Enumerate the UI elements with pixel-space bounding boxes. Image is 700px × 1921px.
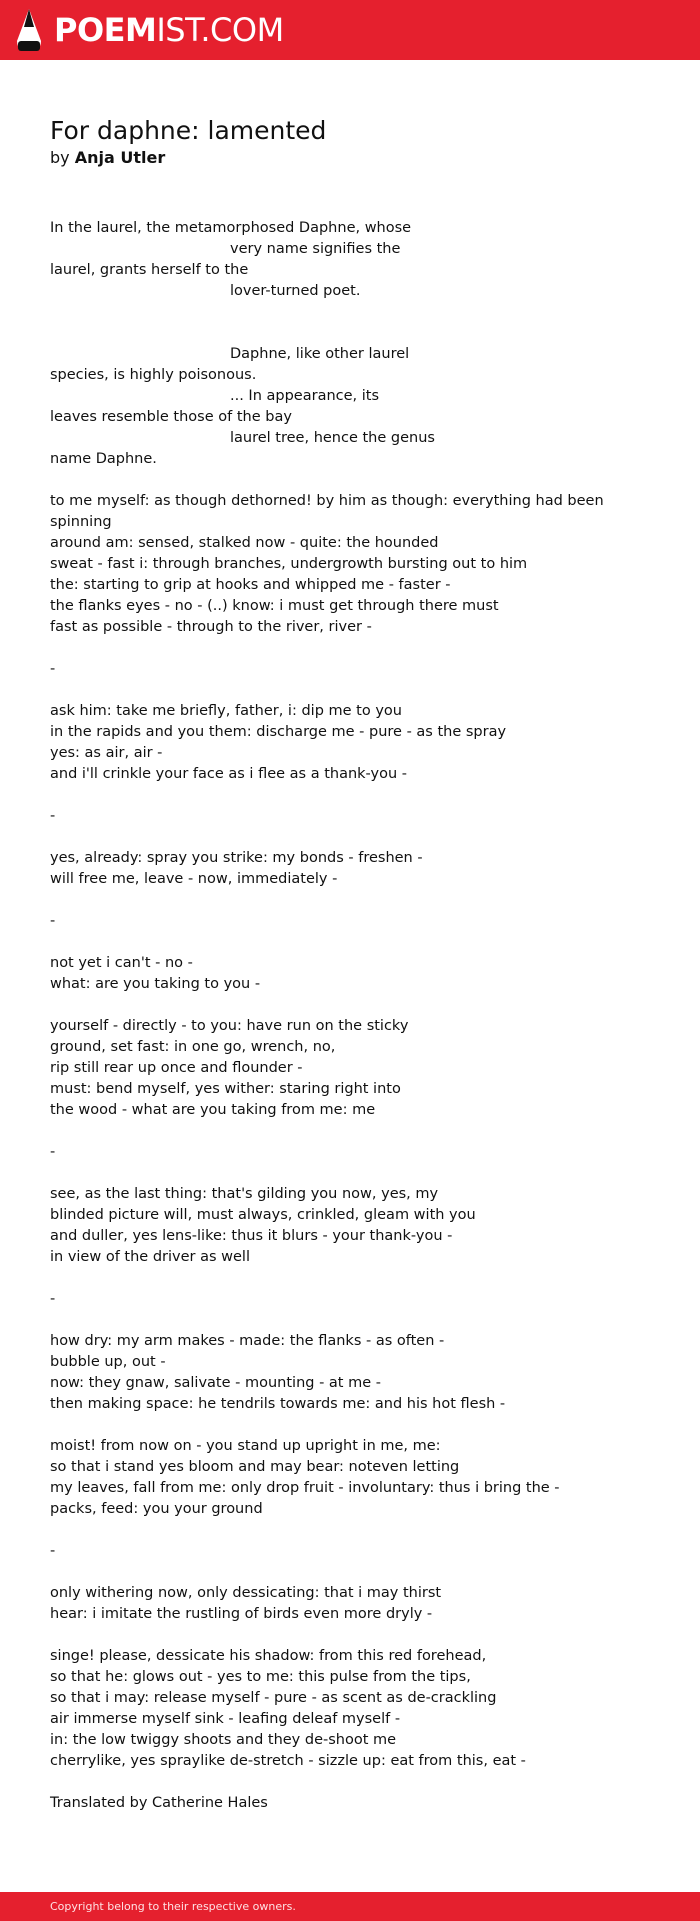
poem-line: sweat - fast i: through branches, undergrowth bursting out to him (50, 556, 528, 572)
poem-line: moist! from now on - you stand up upright in me, me: (50, 1438, 441, 1454)
poem-line: air immerse myself sink - leafing deleaf myself - (50, 1711, 401, 1727)
site-header (0, 0, 700, 60)
poem-line: so that i may: release myself - pure - as scent as de-crackling (50, 1690, 497, 1706)
poem-title: For daphne: lamented (50, 116, 327, 145)
poem-line: species, is highly poisonous. (50, 367, 257, 383)
poem-line: name Daphne. (50, 451, 157, 467)
poem-line: only withering now, only dessicating: that i may thirst (50, 1585, 442, 1601)
stanza-separator: - (50, 913, 56, 929)
poem-line: Daphne, like other laurel (230, 346, 410, 362)
poem-line: to me myself: as though dethorned! by him as though: everything had been (50, 493, 604, 509)
poem-line: the wood - what are you taking from me: me (50, 1102, 376, 1118)
by-label: by (50, 148, 70, 167)
poem-line: blinded picture will, must always, crinkled, gleam with you (50, 1207, 476, 1223)
author-name[interactable]: Anja Utler (74, 148, 166, 167)
site-footer (0, 1892, 700, 1921)
logo-text (54, 11, 284, 49)
poem-line: spinning (50, 514, 112, 530)
byline (50, 147, 650, 169)
poem-line: the: starting to grip at hooks and whipped me - faster - (50, 577, 451, 593)
poem-line: and i'll crinkle your face as i flee as a thank-you - (50, 766, 408, 782)
poem-line: ground, set fast: in one go, wrench, no, (50, 1039, 336, 1055)
stanza-separator: - (50, 808, 56, 824)
site-logo[interactable] (14, 7, 284, 53)
poem-line: packs, feed: you your ground (50, 1501, 263, 1517)
copyright-text: Copyright belong to their respective owners. (50, 1900, 296, 1913)
poem-line: my leaves, fall from me: only drop fruit - involuntary: thus i bring the - (50, 1480, 560, 1496)
stanza-separator: - (50, 661, 56, 677)
poem-line: fast as possible - through to the river, river - (50, 619, 372, 635)
logo-text-light: IST.COM (156, 11, 284, 49)
poem-line: in: the low twiggy shoots and they de-shoot me (50, 1732, 397, 1748)
poem-line: laurel, grants herself to the (50, 262, 249, 278)
poem-line: bubble up, out - (50, 1354, 166, 1370)
poem-line: rip still rear up once and flounder - (50, 1060, 303, 1076)
poem-line: leaves resemble those of the bay (50, 409, 292, 425)
poem-line: In the laurel, the metamorphosed Daphne, whose (50, 220, 412, 236)
poem-line: in view of the driver as well (50, 1249, 250, 1265)
stanza-separator: - (50, 1291, 56, 1307)
poem-line: yes, already: spray you strike: my bonds - freshen - (50, 850, 423, 866)
poem-line: so that i stand yes bloom and may bear: noteven letting (50, 1459, 460, 1475)
poem-line: and duller, yes lens-like: thus it blurs - your thank-you - (50, 1228, 453, 1244)
poem-line: then making space: he tendrils towards me: and his hot flesh - (50, 1396, 506, 1412)
poem-line: see, as the last thing: that's gilding you now, yes, my (50, 1186, 439, 1202)
poem-line: around am: sensed, stalked now - quite: the hounded (50, 535, 439, 551)
poem-line: yourself - directly - to you: have run on the sticky (50, 1018, 409, 1034)
pen-nib-icon (14, 7, 44, 53)
poem-line: ... In appearance, its (230, 388, 380, 404)
poem-line: lover-turned poet. (230, 283, 361, 299)
poem-header (50, 116, 650, 169)
poem-line: yes: as air, air - (50, 745, 163, 761)
logo-text-bold: POEM (54, 11, 157, 49)
poem-line: not yet i can't - no - (50, 955, 193, 971)
poem-line: cherrylike, yes spraylike de-stretch - sizzle up: eat from this, eat - (50, 1753, 526, 1769)
poem-line: so that he: glows out - yes to me: this pulse from the tips, (50, 1669, 471, 1685)
poem-line: the flanks eyes - no - (..) know: i must get through there must (50, 598, 499, 614)
poem-line: now: they gnaw, salivate - mounting - at me - (50, 1375, 381, 1391)
poem-line: singe! please, dessicate his shadow: from this red forehead, (50, 1648, 487, 1664)
poem-line: what: are you taking to you - (50, 976, 261, 992)
poem-line: in the rapids and you them: discharge me - pure - as the spray (50, 724, 507, 740)
poem-line: must: bend myself, yes wither: staring right into (50, 1081, 401, 1097)
poem-line: hear: i imitate the rustling of birds even more dryly - (50, 1606, 433, 1622)
poem-line: will free me, leave - now, immediately - (50, 871, 338, 887)
poem-line: laurel tree, hence the genus (230, 430, 435, 446)
poem-line: Translated by Catherine Hales (50, 1795, 268, 1811)
stanza-separator: - (50, 1543, 56, 1559)
poem-line: ask him: take me briefly, father, i: dip me to you (50, 703, 402, 719)
poem-line: how dry: my arm makes - made: the flanks - as often - (50, 1333, 445, 1349)
stanza-separator: - (50, 1144, 56, 1160)
poem-line: very name signifies the (230, 241, 401, 257)
